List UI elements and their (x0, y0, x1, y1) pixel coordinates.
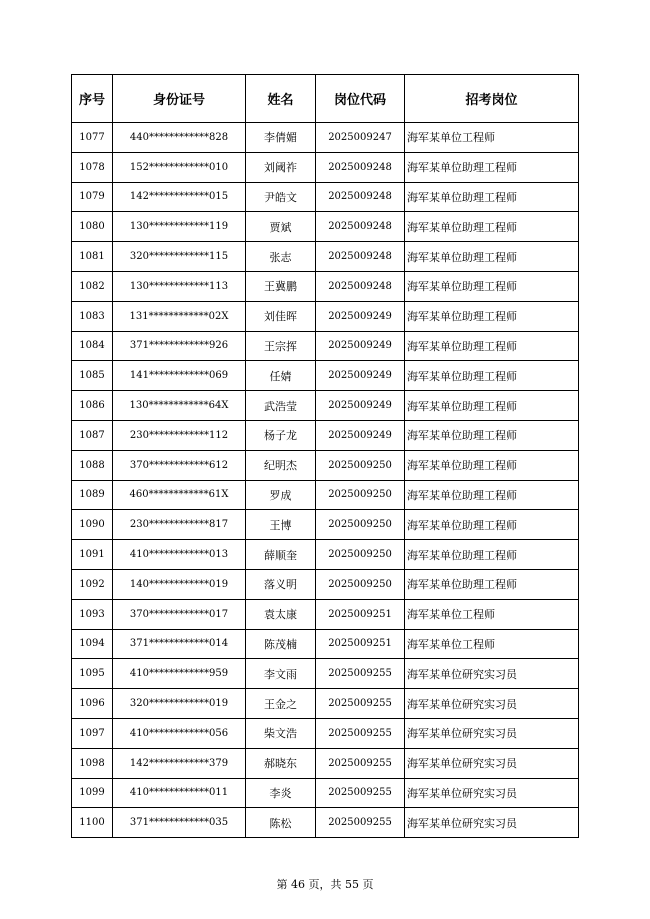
cell-serial-no: 1079 (72, 182, 113, 212)
cell-id-number: 230************817 (113, 510, 246, 540)
cell-id-number: 152************010 (113, 152, 246, 182)
cell-serial-no: 1097 (72, 718, 113, 748)
table-row (72, 569, 579, 599)
cell-id-number: 371************014 (113, 629, 246, 659)
cell-name: 柴文浩 (246, 718, 316, 748)
cell-position-code: 2025009248 (316, 212, 405, 242)
cell-position-code: 2025009255 (316, 659, 405, 689)
cell-name: 尹皓文 (246, 182, 316, 212)
cell-position-code: 2025009250 (316, 450, 405, 480)
cell-name: 杨子龙 (246, 420, 316, 450)
cell-position: 海军某单位助理工程师 (405, 212, 579, 242)
cell-position: 海军某单位助理工程师 (405, 301, 579, 331)
table-row (72, 331, 579, 361)
cell-name: 郝晓东 (246, 748, 316, 778)
cell-name: 罗成 (246, 480, 316, 510)
table-row (72, 212, 579, 242)
cell-serial-no: 1077 (72, 123, 113, 153)
cell-position: 海军某单位研究实习员 (405, 808, 579, 838)
cell-serial-no: 1078 (72, 152, 113, 182)
cell-position-code: 2025009251 (316, 599, 405, 629)
cell-name: 袁太康 (246, 599, 316, 629)
cell-id-number: 370************017 (113, 599, 246, 629)
cell-id-number: 440************828 (113, 123, 246, 153)
cell-position-code: 2025009249 (316, 420, 405, 450)
cell-id-number: 370************612 (113, 450, 246, 480)
table-row (72, 182, 579, 212)
cell-position-code: 2025009249 (316, 301, 405, 331)
cell-position-code: 2025009250 (316, 569, 405, 599)
cell-position: 海军某单位工程师 (405, 599, 579, 629)
cell-position-code: 2025009249 (316, 331, 405, 361)
cell-position: 海军某单位助理工程师 (405, 510, 579, 540)
cell-serial-no: 1080 (72, 212, 113, 242)
cell-serial-no: 1094 (72, 629, 113, 659)
table-row (72, 540, 579, 570)
cell-name: 薛顺奎 (246, 540, 316, 570)
table-row (72, 629, 579, 659)
cell-serial-no: 1098 (72, 748, 113, 778)
cell-name: 陈松 (246, 808, 316, 838)
cell-position-code: 2025009250 (316, 480, 405, 510)
table-row (72, 510, 579, 540)
cell-serial-no: 1089 (72, 480, 113, 510)
cell-position: 海军某单位助理工程师 (405, 420, 579, 450)
cell-name: 贾斌 (246, 212, 316, 242)
cell-serial-no: 1100 (72, 808, 113, 838)
cell-position-code: 2025009255 (316, 778, 405, 808)
table-row (72, 748, 579, 778)
cell-name: 落义明 (246, 569, 316, 599)
cell-position: 海军某单位研究实习员 (405, 659, 579, 689)
cell-position: 海军某单位研究实习员 (405, 689, 579, 719)
cell-position: 海军某单位助理工程师 (405, 331, 579, 361)
cell-position-code: 2025009255 (316, 748, 405, 778)
cell-id-number: 142************379 (113, 748, 246, 778)
cell-name: 纪明杰 (246, 450, 316, 480)
cell-name: 武浩莹 (246, 391, 316, 421)
cell-position-code: 2025009248 (316, 242, 405, 272)
header-name: 姓名 (246, 75, 316, 123)
table-header-row (72, 75, 579, 123)
cell-position-code: 2025009250 (316, 540, 405, 570)
cell-position: 海军某单位研究实习员 (405, 778, 579, 808)
table-row (72, 123, 579, 153)
table-row (72, 271, 579, 301)
table-row (72, 301, 579, 331)
cell-position: 海军某单位助理工程师 (405, 182, 579, 212)
cell-position: 海军某单位助理工程师 (405, 152, 579, 182)
table-row (72, 391, 579, 421)
cell-id-number: 371************926 (113, 331, 246, 361)
cell-id-number: 131************02X (113, 301, 246, 331)
cell-id-number: 320************019 (113, 689, 246, 719)
cell-id-number: 410************011 (113, 778, 246, 808)
table-row (72, 361, 579, 391)
cell-position: 海军某单位助理工程师 (405, 569, 579, 599)
cell-name: 陈茂楠 (246, 629, 316, 659)
cell-serial-no: 1088 (72, 450, 113, 480)
cell-name: 张志 (246, 242, 316, 272)
cell-position: 海军某单位工程师 (405, 629, 579, 659)
cell-position: 海军某单位助理工程师 (405, 271, 579, 301)
cell-id-number: 320************115 (113, 242, 246, 272)
header-serial-no: 序号 (72, 75, 113, 123)
cell-id-number: 460************61X (113, 480, 246, 510)
cell-serial-no: 1086 (72, 391, 113, 421)
cell-position: 海军某单位研究实习员 (405, 748, 579, 778)
cell-position-code: 2025009255 (316, 718, 405, 748)
header-position-code: 岗位代码 (316, 75, 405, 123)
cell-position-code: 2025009247 (316, 123, 405, 153)
table-row (72, 480, 579, 510)
cell-position: 海军某单位助理工程师 (405, 480, 579, 510)
cell-serial-no: 1081 (72, 242, 113, 272)
cell-serial-no: 1085 (72, 361, 113, 391)
cell-serial-no: 1092 (72, 569, 113, 599)
cell-name: 刘阈祚 (246, 152, 316, 182)
cell-serial-no: 1096 (72, 689, 113, 719)
cell-position-code: 2025009249 (316, 361, 405, 391)
cell-serial-no: 1093 (72, 599, 113, 629)
cell-serial-no: 1087 (72, 420, 113, 450)
cell-serial-no: 1090 (72, 510, 113, 540)
table-row (72, 718, 579, 748)
table-row (72, 242, 579, 272)
cell-name: 李文雨 (246, 659, 316, 689)
cell-position-code: 2025009255 (316, 689, 405, 719)
cell-position-code: 2025009248 (316, 271, 405, 301)
cell-id-number: 410************013 (113, 540, 246, 570)
cell-id-number: 142************015 (113, 182, 246, 212)
cell-id-number: 230************112 (113, 420, 246, 450)
table-row (72, 450, 579, 480)
cell-position-code: 2025009251 (316, 629, 405, 659)
table-row (72, 689, 579, 719)
cell-name: 任婧 (246, 361, 316, 391)
cell-name: 李倩媚 (246, 123, 316, 153)
cell-position-code: 2025009248 (316, 182, 405, 212)
cell-position: 海军某单位工程师 (405, 123, 579, 153)
candidate-table (71, 74, 579, 838)
cell-serial-no: 1099 (72, 778, 113, 808)
cell-name: 王冀鹏 (246, 271, 316, 301)
cell-id-number: 140************019 (113, 569, 246, 599)
table-row (72, 778, 579, 808)
header-position: 招考岗位 (405, 75, 579, 123)
cell-id-number: 130************119 (113, 212, 246, 242)
cell-position: 海军某单位研究实习员 (405, 718, 579, 748)
cell-position-code: 2025009255 (316, 808, 405, 838)
cell-id-number: 371************035 (113, 808, 246, 838)
cell-position: 海军某单位助理工程师 (405, 242, 579, 272)
cell-id-number: 410************959 (113, 659, 246, 689)
page-number: 第 46 页，共 55 页 (276, 878, 374, 891)
cell-position-code: 2025009249 (316, 391, 405, 421)
cell-position: 海军某单位助理工程师 (405, 540, 579, 570)
cell-serial-no: 1083 (72, 301, 113, 331)
cell-position: 海军某单位助理工程师 (405, 361, 579, 391)
cell-serial-no: 1082 (72, 271, 113, 301)
cell-name: 李炎 (246, 778, 316, 808)
cell-id-number: 130************113 (113, 271, 246, 301)
table-row (72, 808, 579, 838)
cell-serial-no: 1091 (72, 540, 113, 570)
cell-name: 王博 (246, 510, 316, 540)
table-row (72, 659, 579, 689)
cell-id-number: 410************056 (113, 718, 246, 748)
table-row (72, 599, 579, 629)
cell-position-code: 2025009248 (316, 152, 405, 182)
cell-position-code: 2025009250 (316, 510, 405, 540)
cell-id-number: 130************64X (113, 391, 246, 421)
cell-serial-no: 1084 (72, 331, 113, 361)
header-id-number: 身份证号 (113, 75, 246, 123)
cell-position: 海军某单位助理工程师 (405, 450, 579, 480)
table-row (72, 420, 579, 450)
cell-name: 王金之 (246, 689, 316, 719)
cell-serial-no: 1095 (72, 659, 113, 689)
cell-position: 海军某单位助理工程师 (405, 391, 579, 421)
cell-id-number: 141************069 (113, 361, 246, 391)
cell-name: 刘佳晖 (246, 301, 316, 331)
table-row (72, 152, 579, 182)
cell-name: 王宗挥 (246, 331, 316, 361)
